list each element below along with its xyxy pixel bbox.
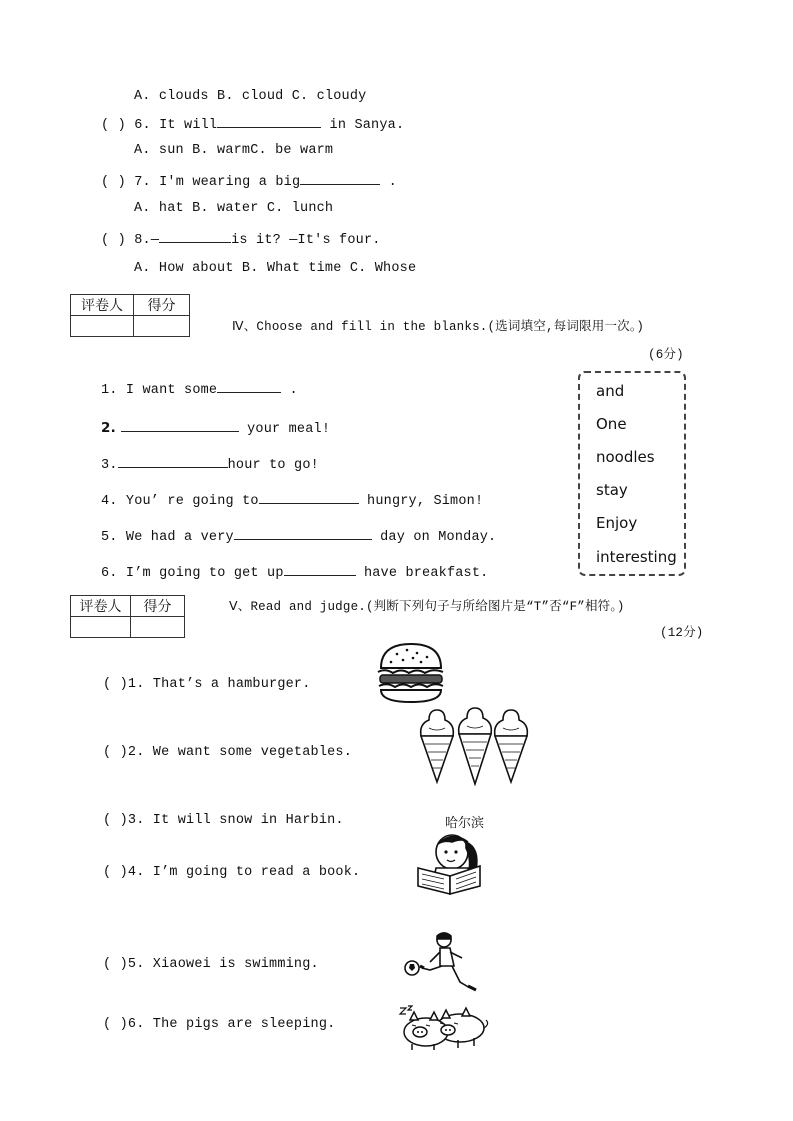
s4-item-1-post: . [281,383,298,398]
s4-item-6-post: have breakfast. [355,566,489,581]
sleeping-pigs-picture [398,1004,490,1052]
q7-paren: ( ) [101,175,126,190]
reviewer-label: 评卷人 [71,596,131,617]
s5-item-5: ( )5. Xiaowei is swimming. [103,957,319,972]
reviewer-cell[interactable] [71,617,131,638]
s4-item-4 [101,491,483,509]
score-label: 得分 [131,596,185,617]
word-one: One [596,415,627,433]
s4-item-5 [101,527,496,545]
q6-options: A. sun B. warmC. be warm [134,143,334,158]
word-enjoy: Enjoy [596,514,638,532]
word-interesting: interesting [596,548,677,566]
s4-item-1-pre: 1. I want some [101,383,218,398]
q6-text-pre: 6. It will [134,118,218,133]
s5-item-6: ( )6. The pigs are sleeping. [103,1017,336,1032]
s4-item-3-post: hour to go! [227,458,319,473]
s4-item-2-blank[interactable] [121,419,239,432]
reviewer-cell[interactable] [71,316,134,337]
s4-item-5-pre: 5. We had a very [101,530,234,545]
q7-text-post: . [388,175,397,190]
hamburger-picture [375,640,447,706]
score-cell[interactable] [134,316,190,337]
section4-points: (6分) [648,348,684,362]
s5-item-1: ( )1. That’s a hamburger. [103,677,311,692]
s5-item-3: ( )3. It will snow in Harbin. [103,813,344,828]
q8-paren: ( ) [101,233,126,248]
word-box [578,371,686,576]
word-noodles: noodles [596,448,655,466]
q6-line [101,115,404,133]
score-label: 得分 [134,295,190,316]
s4-item-6 [101,563,488,581]
girl-reading-picture [412,830,490,898]
s4-item-5-blank[interactable] [234,527,372,540]
s5-item-2: ( )2. We want some vegetables. [103,745,353,760]
section5-points: (12分) [660,626,704,640]
word-and: and [596,382,625,400]
s4-item-4-pre: 4. You’ re going to [101,494,259,509]
q7-line [101,172,397,190]
s4-item-3 [101,455,319,473]
section4-title: Ⅳ、Choose and fill in the blanks.(选词填空,每词限用一次。) [232,320,645,334]
ice-cream-picture [415,706,531,786]
q7-blank[interactable] [300,172,380,185]
section5-title: Ⅴ、Read and judge.(判断下列句子与所给图片是“T”否“F”相符。) [229,600,625,614]
q6-text-post: in Sanya. [329,118,405,133]
q6-blank[interactable] [217,115,321,128]
q6-paren: ( ) [101,118,126,133]
s4-item-1-blank[interactable] [217,380,281,393]
s4-item-4-blank[interactable] [259,491,359,504]
reviewer-label: 评卷人 [71,295,134,316]
score-cell[interactable] [131,617,185,638]
s4-item-2-post: your meal! [238,422,331,437]
q8-text-post: is it? —It's four. [231,233,381,248]
score-table-section5 [70,595,185,638]
s4-item-2-pre: 2. [101,420,121,436]
s4-item-6-pre: 6. I’m going to get up [101,566,284,581]
harbin-label: 哈尔滨 [445,816,485,831]
q8-line [101,230,381,248]
s4-item-3-pre: 3. [101,458,118,473]
s4-item-2 [101,419,330,437]
s4-item-3-blank[interactable] [118,455,228,468]
s4-item-5-post: day on Monday. [371,530,497,545]
q7-options: A. hat B. water C. lunch [134,201,334,216]
s5-item-4: ( )4. I’m going to read a book. [103,865,361,880]
q8-blank[interactable] [159,230,231,243]
q5-options: A. clouds B. cloud C. cloudy [134,89,367,104]
q8-text-pre: 8.— [134,233,160,248]
s4-item-6-blank[interactable] [284,563,356,576]
q8-options: A. How about B. What time C. Whose [134,261,417,276]
s4-item-4-post: hungry, Simon! [358,494,484,509]
s4-item-1 [101,380,298,398]
word-stay: stay [596,481,628,499]
score-table-section4 [70,294,190,337]
q7-text-pre: 7. I'm wearing a big [134,175,301,190]
boy-football-picture [400,930,480,1000]
